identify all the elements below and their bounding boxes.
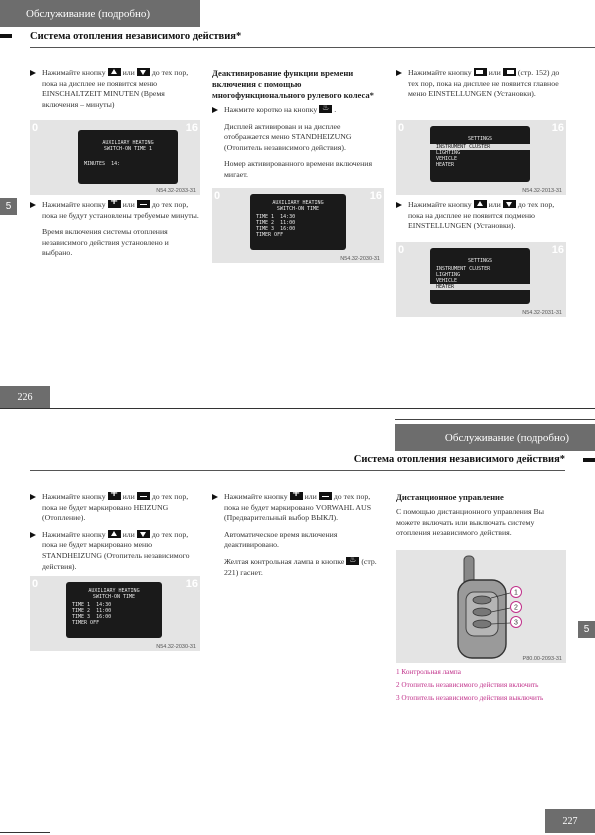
remote-control-drawing — [396, 550, 566, 663]
bottom-col1-step2: Нажимайте кнопку или до тех пор, пока не будет маркировано меню STANDHEIZUNG (Отопитель независимого действия). — [30, 530, 200, 572]
bottom-header-text: Обслуживание (подробно) — [444, 431, 569, 444]
top-col3-lower — [396, 200, 566, 238]
caption-2: 2 Отопитель независимого действия включить — [396, 681, 539, 689]
display-screen: AUXILIARY HEATING SWITCH-ON TIME TIME 1 14:30 TIME 2 11:00 TIME 3 16:00 TIMER OFF — [250, 194, 346, 250]
callout-3: 3 — [514, 619, 518, 627]
remote-control-figure: 1 2 3 P80.00-2093-31 — [396, 550, 566, 663]
minus-key-icon — [137, 492, 150, 500]
bottom-col2-para2: Желтая контрольная лампа в кнопке♨ (стр. 221) гаснет. — [212, 557, 384, 578]
top-col1-para: Время включения системы отопления независимого действия установлено и выбрано. — [42, 227, 169, 258]
display-screen: AUXILIARY HEATING SWITCH-ON TIME 1 MINUTES 14: — [78, 130, 178, 184]
top-col2-heading: Деактивирование функции времени включения с помощью многофункционального рулевого колеса* — [212, 68, 374, 100]
bottom-col3-para: С помощью дистанционного управления Вы можете включать или выключать систему отопления независимого действия. — [396, 507, 544, 538]
top-col3-step2: Нажимайте кнопку или до тех пор, пока на дисплее не появится подменю EINSTELLUNGEN (Установки). — [396, 200, 566, 232]
minus-key-icon — [137, 200, 150, 208]
up-key-icon — [474, 200, 487, 208]
top-page-header — [0, 0, 200, 27]
display-screen: SETTINGS INSTRUMENT CLUSTER LIGHTING VEHICLE HEATER — [430, 126, 530, 182]
bottom-footer-rule — [0, 832, 50, 833]
top-col1 — [30, 68, 200, 116]
callout-2: 2 — [514, 604, 518, 612]
top-col1-figure1 — [30, 120, 200, 195]
top-section-title: Система отопления независимого действия* — [30, 31, 242, 42]
top-col2-figure: 0 16 AUXILIARY HEATING SWITCH-ON TIME TIME 1 14:30 TIME 2 11:00 TIME 3 16:00 TIMER OFF N54.32-2030-31 — [214, 190, 382, 262]
bottom-col3-heading: Дистанционное управление — [396, 492, 504, 502]
page-divider-line — [395, 419, 595, 420]
top-col2-para1: Дисплей активирован и на дисплее отображается меню STANDHEIZUNG (Отопитель независимого действия). — [224, 121, 352, 152]
minus-key-icon — [319, 492, 332, 500]
top-col2-step1: Нажмите коротко на кнопку♨ . — [212, 105, 384, 116]
gauge-zero-label: 0 — [32, 122, 39, 134]
top-page-number: 226 — [0, 386, 50, 408]
plus-key-icon — [108, 200, 121, 208]
gauge-sixteen-label: 16 — [185, 122, 198, 134]
top-col1-step1: Нажимайте кнопку или до тех пор, пока на дисплее не появится меню EINSCHALTZEIT MINUTEN (Время включения – минуты) — [30, 68, 200, 110]
bottom-section-title: Система отопления независимого действия* — [353, 454, 565, 465]
top-section-rule — [30, 47, 595, 48]
bottom-section-bar — [583, 458, 595, 462]
bottom-section-rule — [30, 470, 565, 471]
bottom-col1-step1: Нажимайте кнопку+ или до тех пор, пока не будет маркировано HEIZUNG (Отопление). — [30, 492, 200, 524]
heater-key-icon — [346, 557, 359, 565]
top-header-text: Обслуживание (подробно) — [26, 7, 151, 20]
bottom-col1 — [30, 492, 200, 578]
bottom-chapter-tab: 5 — [578, 621, 595, 638]
left-key-icon — [474, 68, 487, 76]
caption-3: 3 Отопитель независимого действия выключить — [396, 694, 544, 702]
display-screen: AUXILIARY HEATING SWITCH-ON TIME TIME 1 14:30 TIME 2 11:00 TIME 3 16:00 TIMER OFF — [66, 582, 162, 638]
up-key-icon — [108, 68, 121, 76]
remote-captions — [396, 666, 568, 705]
top-chapter-tab: 5 — [0, 198, 17, 215]
callout-1: 1 — [514, 589, 518, 597]
down-key-icon — [137, 68, 150, 76]
heater-key-icon — [319, 105, 332, 113]
plus-key-icon — [290, 492, 303, 500]
top-col3-step1: Нажимайте кнопку или (стр. 152) до тех пор, пока на дисплее не появится главное меню EINSTELLUNGEN (Установки). — [396, 68, 566, 100]
down-key-icon — [503, 200, 516, 208]
bottom-col1-figure: 0 16 AUXILIARY HEATING SWITCH-ON TIME TIME 1 14:30 TIME 2 11:00 TIME 3 16:00 TIMER OFF N54.32-2030-31 — [32, 578, 198, 650]
bottom-col3 — [396, 492, 568, 545]
right-key-icon — [503, 68, 516, 76]
caption-1: 1 Контрольная лампа — [396, 668, 461, 676]
top-bottom-rule — [0, 408, 595, 409]
top-col2 — [212, 68, 384, 187]
bottom-col2 — [212, 492, 384, 584]
top-col3-figure1: 0 16 SETTINGS INSTRUMENT CLUSTER LIGHTING VEHICLE HEATER N54.32-2013-31 — [398, 122, 564, 194]
plus-key-icon — [108, 492, 121, 500]
display-screen: SETTINGS INSTRUMENT CLUSTER LIGHTING VEHICLE HEATER — [430, 248, 530, 304]
bottom-col2-para1: Автоматическое время включения деактивировано. — [224, 529, 338, 550]
bottom-col2-step1: Нажимайте кнопку+ или до тех пор, пока не будет маркировано VORWAHL AUS (Предварительный выбор ВЫКЛ). — [212, 492, 384, 524]
down-key-icon — [137, 530, 150, 538]
figure-ref: N54.32-2033-31 — [156, 188, 196, 194]
top-col1-lower — [30, 200, 200, 265]
up-key-icon — [108, 530, 121, 538]
top-section-bar — [0, 34, 12, 38]
top-col3 — [396, 68, 566, 106]
bottom-page-number: 227 — [545, 809, 595, 833]
top-col1-step2: Нажимайте кнопку+ или до тех пор, пока не будут установлены требуемые минуты. — [30, 200, 200, 221]
bottom-page-header — [395, 424, 595, 451]
top-col3-figure2: 0 16 SETTINGS INSTRUMENT CLUSTER LIGHTING VEHICLE HEATER N54.32-2031-31 — [398, 244, 564, 316]
top-col2-para2: Номер активированного времени включения мигает. — [224, 159, 373, 179]
